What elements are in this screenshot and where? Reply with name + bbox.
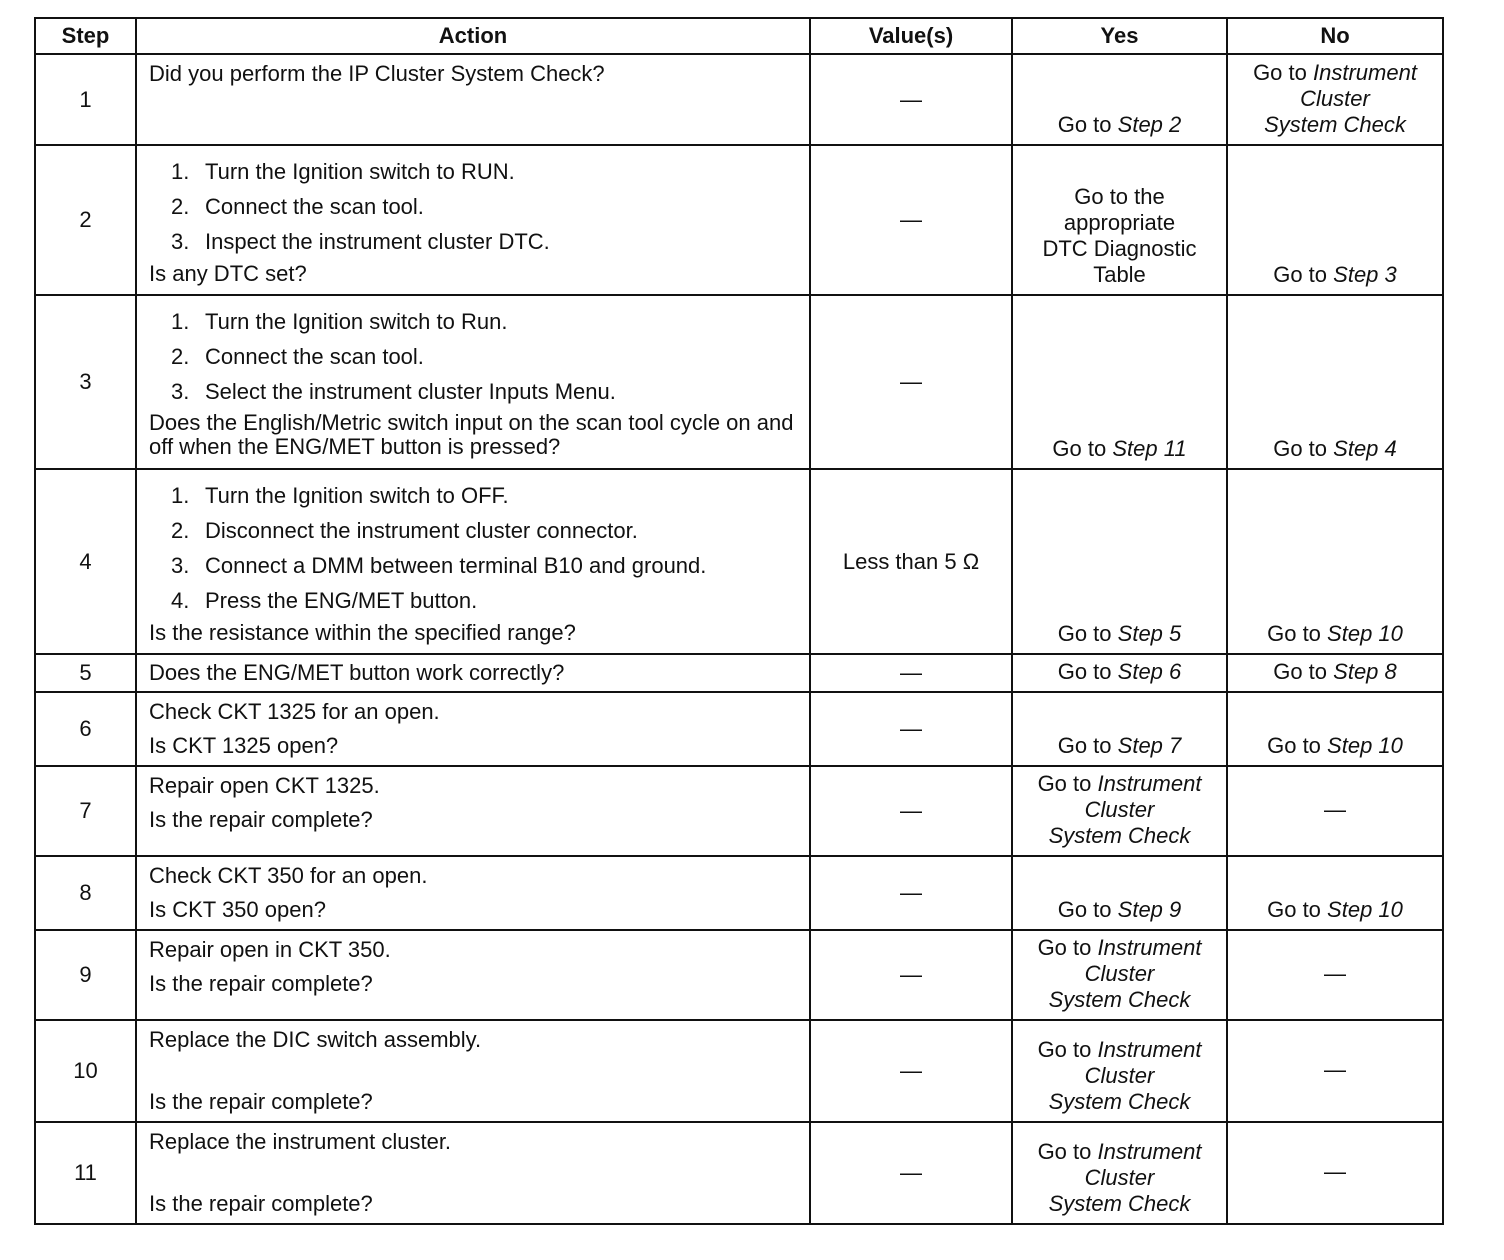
header-row [35, 18, 1443, 54]
action-cell [136, 930, 810, 1020]
action-text: Check CKT 1325 for an open. [149, 699, 440, 724]
no-cell [1227, 766, 1443, 856]
yes-link[interactable]: Step 2 [1117, 112, 1182, 137]
dash: — [1324, 961, 1346, 986]
dash: — [900, 207, 922, 232]
value-cell [810, 930, 1012, 1020]
goto-text: Go to [1253, 60, 1307, 85]
table-row [35, 469, 1443, 654]
table-row [35, 145, 1443, 295]
action-cell [136, 469, 810, 654]
yes-cell [1012, 930, 1227, 1020]
list-item [149, 478, 797, 513]
value-cell [810, 654, 1012, 692]
value-cell [810, 145, 1012, 295]
yes-cell [1012, 766, 1227, 856]
goto-text: Go to [1057, 659, 1112, 684]
item-text: Press the ENG/MET button. [205, 588, 478, 613]
goto-text: Go to [1267, 621, 1321, 646]
no-cell [1227, 1122, 1443, 1224]
action-text: Replace the DIC switch assembly. [149, 1027, 482, 1052]
yes-cell [1012, 469, 1227, 654]
list-item [149, 513, 797, 548]
action-cell [136, 1020, 810, 1122]
yes-cell [1012, 856, 1227, 930]
no-cell [1227, 469, 1443, 654]
step-number: 8 [35, 856, 136, 930]
goto-text: Go to [1037, 935, 1092, 960]
goto-text: Go to [1057, 621, 1112, 646]
no-cell [1227, 295, 1443, 469]
no-link[interactable]: Step 3 [1333, 262, 1397, 287]
item-text: Connect the scan tool. [205, 194, 424, 219]
item-number: 2. [171, 194, 190, 219]
goto-text: Go to [1037, 1037, 1092, 1062]
step-number: 1 [35, 54, 136, 145]
value-cell [810, 295, 1012, 469]
table-row [35, 1122, 1443, 1224]
action-cell [136, 295, 810, 469]
value-cell [810, 692, 1012, 766]
item-text: Turn the Ignition switch to OFF. [205, 483, 509, 508]
list-item [149, 583, 797, 618]
yes-cell [1012, 145, 1227, 295]
action-question: Is the repair complete? [149, 971, 373, 996]
action-question: Is the repair complete? [149, 1089, 373, 1114]
yes-cell [1012, 54, 1227, 145]
yes-cell [1012, 1122, 1227, 1224]
header-step: Step [35, 18, 136, 54]
item-number: 2. [171, 518, 190, 543]
value-cell [810, 1122, 1012, 1224]
dash: — [900, 798, 922, 823]
yes-text: DTC Diagnostic [1042, 236, 1197, 261]
item-text: Turn the Ignition switch to Run. [205, 309, 508, 334]
yes-link[interactable]: Instrument [1097, 935, 1202, 960]
action-question: Is CKT 1325 open? [149, 733, 339, 758]
dash: — [1324, 797, 1346, 822]
action-cell [136, 654, 810, 692]
action-question: Is CKT 350 open? [149, 897, 326, 922]
list-item [149, 548, 797, 583]
goto-text: Go to [1267, 733, 1321, 758]
goto-text: Go to [1267, 897, 1321, 922]
no-link[interactable]: Step 8 [1333, 659, 1397, 684]
action-cell [136, 766, 810, 856]
action-cell [136, 145, 810, 295]
dash: — [1324, 1159, 1346, 1184]
yes-link[interactable]: System Check [1048, 823, 1191, 848]
list-item [149, 339, 797, 374]
yes-link[interactable]: Instrument [1097, 771, 1202, 796]
value-cell [810, 766, 1012, 856]
goto-text: Go to [1057, 112, 1112, 137]
dash: — [900, 1160, 922, 1185]
table-row [35, 1020, 1443, 1122]
yes-link[interactable]: System Check [1048, 1191, 1191, 1216]
dash: — [1324, 1057, 1346, 1082]
table-row [35, 654, 1443, 692]
goto-text: Go to [1052, 436, 1107, 461]
item-text: Disconnect the instrument cluster connector. [205, 518, 638, 543]
action-cell [136, 856, 810, 930]
step-number: 11 [35, 1122, 136, 1224]
dash: — [900, 660, 922, 685]
item-text: Select the instrument cluster Inputs Menu. [205, 379, 616, 404]
list-item [149, 154, 797, 189]
list-item [149, 224, 797, 259]
yes-link[interactable]: System Check [1048, 987, 1191, 1012]
goto-text: Go to [1037, 771, 1092, 796]
yes-text: appropriate [1063, 210, 1176, 235]
item-text: Connect the scan tool. [205, 344, 424, 369]
dash: — [900, 962, 922, 987]
action-question: Is any DTC set? [149, 261, 307, 286]
no-link[interactable]: Instrument [1313, 60, 1417, 85]
yes-text: Go to the [1074, 184, 1165, 209]
action-question: Does the English/Metric switch input on the scan tool cycle on and off when the ENG/MET button is pressed? [149, 410, 794, 459]
goto-text: Go to [1273, 436, 1328, 461]
action-text: Does the ENG/MET button work correctly? [149, 660, 565, 685]
no-cell [1227, 654, 1443, 692]
goto-text: Go to [1057, 733, 1112, 758]
header-no: No [1227, 18, 1443, 54]
table-row [35, 856, 1443, 930]
action-steps [149, 154, 797, 259]
yes-link[interactable]: Step 11 [1112, 436, 1187, 461]
item-number: 4. [171, 588, 190, 613]
item-text: Connect a DMM between terminal B10 and ground. [205, 553, 707, 578]
yes-link[interactable]: Step 7 [1117, 733, 1182, 758]
action-text: Repair open in CKT 350. [149, 937, 391, 962]
table-row [35, 766, 1443, 856]
yes-link[interactable]: Step 9 [1117, 897, 1182, 922]
no-link[interactable]: Step 4 [1333, 436, 1397, 461]
yes-cell [1012, 692, 1227, 766]
action-text: Did you perform the IP Cluster System Check? [149, 61, 605, 86]
dash: — [900, 880, 922, 905]
no-cell [1227, 145, 1443, 295]
value-cell [810, 1020, 1012, 1122]
yes-cell [1012, 295, 1227, 469]
dash: — [900, 86, 922, 112]
dash: — [900, 369, 922, 394]
item-number: 3. [171, 229, 190, 254]
yes-cell [1012, 654, 1227, 692]
no-cell [1227, 1020, 1443, 1122]
yes-link[interactable]: Cluster [1084, 797, 1155, 822]
action-text: Replace the instrument cluster. [149, 1129, 452, 1154]
yes-link[interactable]: System Check [1048, 1089, 1191, 1114]
action-text: Check CKT 350 for an open. [149, 863, 428, 888]
value-cell: Less than 5 Ω [810, 469, 1012, 654]
step-number: 7 [35, 766, 136, 856]
header-values: Value(s) [810, 18, 1012, 54]
header-yes: Yes [1012, 18, 1227, 54]
no-cell [1227, 930, 1443, 1020]
diagnostic-table [34, 17, 1444, 1225]
header-action: Action [136, 18, 810, 54]
value-cell [810, 54, 1012, 145]
step-number: 6 [35, 692, 136, 766]
item-number: 2. [171, 344, 190, 369]
step-number: 10 [35, 1020, 136, 1122]
goto-text: Go to [1057, 897, 1112, 922]
yes-link[interactable]: Cluster [1084, 1063, 1155, 1088]
action-cell [136, 54, 810, 145]
yes-link[interactable]: Instrument [1097, 1139, 1202, 1164]
list-item [149, 189, 797, 224]
no-link[interactable]: Step 10 [1327, 621, 1403, 646]
item-text: Inspect the instrument cluster DTC. [205, 229, 550, 254]
no-cell [1227, 54, 1443, 145]
yes-link[interactable]: Cluster [1084, 961, 1155, 986]
action-question: Is the resistance within the specified range? [149, 620, 576, 645]
step-number: 9 [35, 930, 136, 1020]
no-link[interactable]: System Check [1264, 112, 1406, 137]
goto-text: Go to [1273, 262, 1328, 287]
list-item [149, 374, 797, 409]
yes-link[interactable]: Cluster [1084, 1165, 1155, 1190]
no-link[interactable]: Step 10 [1327, 897, 1403, 922]
yes-link[interactable]: Step 6 [1117, 659, 1182, 684]
item-number: 1. [171, 159, 190, 184]
action-question: Is the repair complete? [149, 1191, 373, 1216]
action-text: Repair open CKT 1325. [149, 773, 380, 798]
table-row [35, 54, 1443, 145]
table-row [35, 692, 1443, 766]
yes-link[interactable]: Step 5 [1117, 621, 1182, 646]
value-cell [810, 856, 1012, 930]
item-number: 1. [171, 483, 190, 508]
action-cell [136, 1122, 810, 1224]
yes-link[interactable]: Instrument [1097, 1037, 1202, 1062]
table-row [35, 295, 1443, 469]
action-cell [136, 692, 810, 766]
list-item [149, 304, 797, 339]
dash: — [900, 716, 922, 741]
step-number: 5 [35, 654, 136, 692]
step-number: 2 [35, 145, 136, 295]
dash: — [900, 1058, 922, 1083]
no-link[interactable]: Cluster [1300, 86, 1370, 111]
goto-text: Go to [1273, 659, 1328, 684]
table-row [35, 930, 1443, 1020]
item-text: Turn the Ignition switch to RUN. [205, 159, 515, 184]
action-question: Is the repair complete? [149, 807, 373, 832]
step-number: 3 [35, 295, 136, 469]
goto-text: Go to [1037, 1139, 1092, 1164]
item-number: 1. [171, 309, 190, 334]
action-steps [149, 304, 797, 409]
no-link[interactable]: Step 10 [1327, 733, 1403, 758]
step-number: 4 [35, 469, 136, 654]
no-cell [1227, 692, 1443, 766]
item-number: 3. [171, 379, 190, 404]
item-number: 3. [171, 553, 190, 578]
no-cell [1227, 856, 1443, 930]
action-steps [149, 478, 797, 618]
yes-cell [1012, 1020, 1227, 1122]
yes-text: Table [1093, 262, 1146, 287]
